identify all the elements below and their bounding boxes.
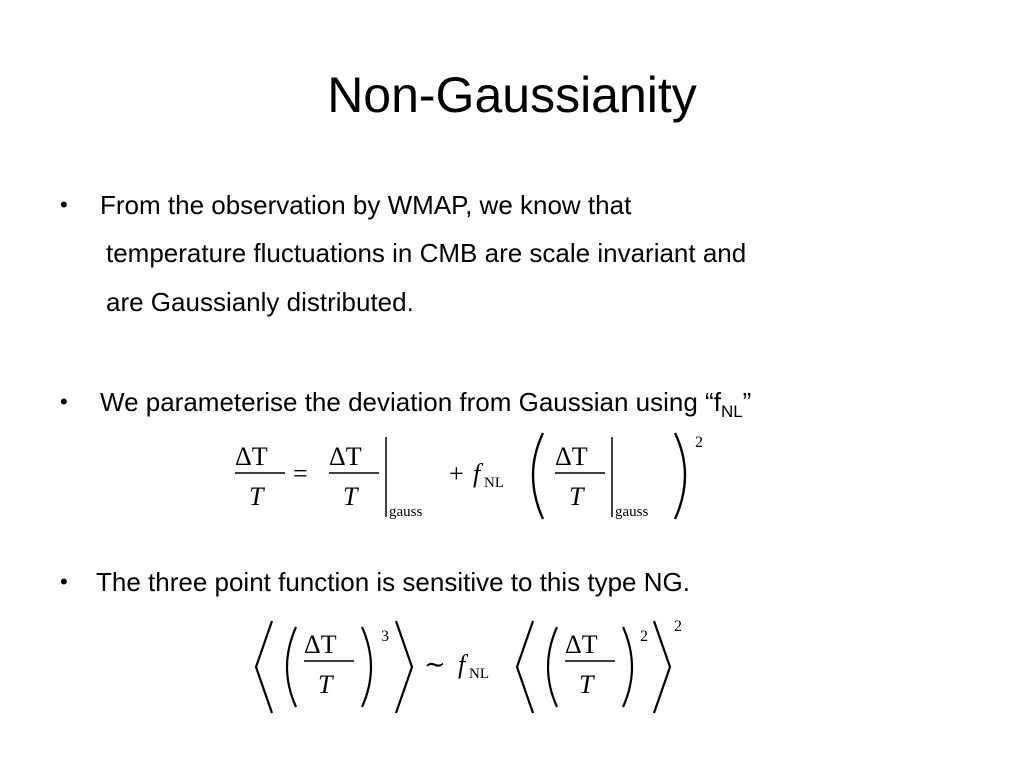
- eq1-eval-sub-1: gauss: [389, 504, 423, 520]
- bullet-dot: •: [60, 389, 68, 414]
- eq1-f: f: [473, 459, 481, 488]
- eq2-numerator-1: ΔT: [304, 630, 337, 659]
- eq1-numerator-1: ΔT: [235, 442, 268, 471]
- eq2-right-angle-1: [396, 621, 412, 713]
- eq2-left-angle-1: [256, 621, 272, 713]
- eq2-denominator-1: T: [318, 670, 333, 699]
- eq2-f: f: [458, 650, 466, 679]
- bullet-2-text-after: ”: [742, 387, 752, 417]
- eq1-exponent: 2: [695, 434, 703, 451]
- eq2-left-angle-2: [517, 621, 533, 713]
- eq1-denominator-3: T: [569, 482, 584, 511]
- bullet-2-subscript: NL: [720, 402, 743, 421]
- eq1-numerator-2: ΔT: [329, 442, 362, 471]
- bullet-1-line-1: From the observation by WMAP, we know that: [100, 190, 632, 220]
- eq2-exponent-inner-2: 2: [640, 628, 648, 645]
- eq1-plus: +: [449, 459, 464, 488]
- bullet-1-line-3: are Gaussianly distributed.: [106, 287, 414, 317]
- eq1-right-paren: [675, 433, 685, 519]
- eq2-right-angle-2: [654, 621, 670, 713]
- eq1-numerator-3: ΔT: [555, 442, 588, 471]
- bullet-2-text: [100, 387, 751, 422]
- eq2-denominator-2: T: [579, 670, 594, 699]
- eq2-f-sub: NL: [469, 666, 489, 682]
- bullet-2-text-before: We parameterise the deviation from Gaussian using “f: [100, 387, 721, 417]
- eq1-denominator-1: T: [249, 482, 264, 511]
- eq1-equals: =: [293, 459, 308, 488]
- eq1-f-sub: NL: [484, 475, 504, 491]
- eq2-exponent-outer-2: 2: [674, 618, 682, 635]
- eq2-left-paren-1: [287, 627, 296, 707]
- bullet-dot: •: [60, 569, 68, 594]
- eq2-left-paren-2: [548, 627, 557, 707]
- equation-three-point-function: [250, 615, 700, 720]
- eq1-left-paren: [533, 433, 543, 519]
- equation-fnl-definition: [225, 425, 725, 525]
- bullet-dot: •: [60, 192, 68, 217]
- eq2-numerator-2: ΔT: [565, 630, 598, 659]
- eq2-sim: ∼: [424, 650, 446, 679]
- eq2-right-paren-2: [623, 627, 632, 707]
- eq1-eval-sub-2: gauss: [615, 504, 649, 520]
- eq2-exponent-3: 3: [381, 628, 389, 645]
- bullet-3-text: The three point function is sensitive to this type NG.: [96, 567, 690, 597]
- eq1-denominator-2: T: [343, 482, 358, 511]
- slide-title: Non-Gaussianity: [327, 67, 697, 123]
- bullet-1-line-2: temperature fluctuations in CMB are scale invariant and: [106, 238, 747, 268]
- eq2-right-paren-1: [362, 627, 371, 707]
